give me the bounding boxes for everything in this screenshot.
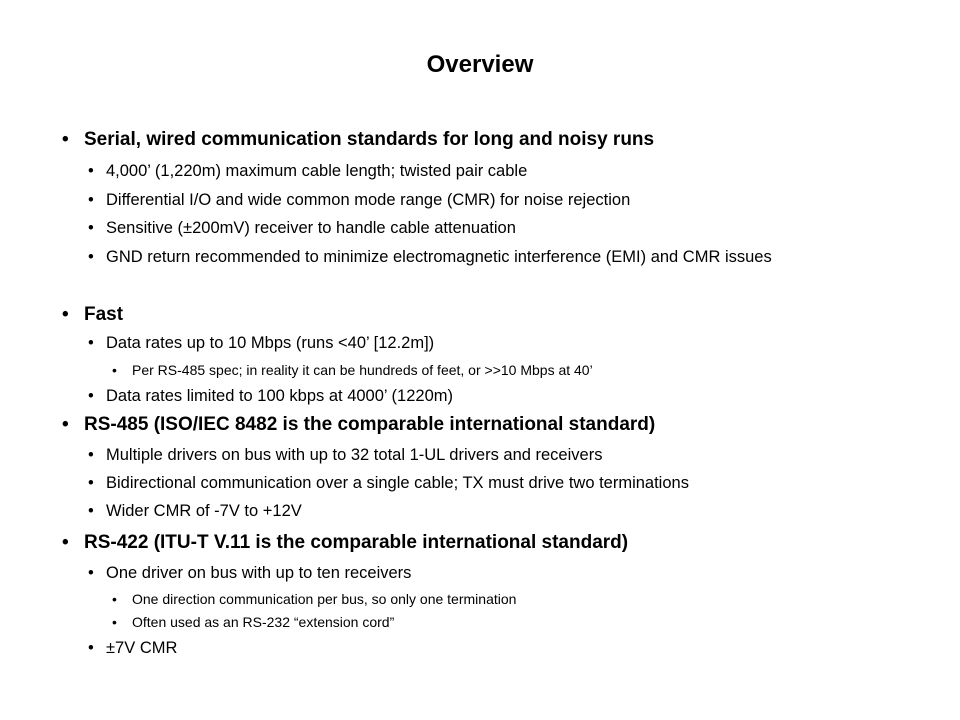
sub-bullet-item (88, 245, 908, 269)
bullet-glyph: • (112, 591, 117, 607)
bullet-glyph: • (88, 387, 94, 405)
bullet-glyph: • (88, 564, 94, 582)
bullet-glyph: • (88, 219, 94, 237)
sub-bullet-item (88, 384, 908, 408)
bullet-glyph: • (62, 304, 69, 325)
sub-sub-bullet-item (112, 360, 902, 380)
bullet-glyph: • (88, 248, 94, 266)
bullet-glyph: • (62, 532, 69, 553)
bullet-item-serial-standards (62, 128, 922, 152)
sub-bullet-item (88, 561, 908, 585)
bullet-text: Often used as an RS-232 “extension cord” (132, 614, 395, 630)
sub-sub-bullet-item (112, 589, 902, 609)
bullet-text: Serial, wired communication standards for long and noisy runs (84, 129, 655, 150)
sub-bullet-item (88, 499, 908, 523)
sub-bullet-item (88, 443, 908, 467)
bullet-text: Sensitive (±200mV) receiver to handle cable attenuation (106, 219, 516, 237)
bullet-text: One direction communication per bus, so only one termination (132, 591, 517, 607)
bullet-text: Differential I/O and wide common mode range (CMR) for noise rejection (106, 191, 631, 209)
bullet-text: GND return recommended to minimize electromagnetic interference (EMI) and CMR issues (106, 248, 772, 266)
bullet-item-rs422 (62, 531, 922, 555)
bullet-text: Per RS-485 spec; in reality it can be hundreds of feet, or >>10 Mbps at 40’ (132, 362, 593, 378)
bullet-text: RS-422 (ITU-T V.11 is the comparable international standard) (84, 532, 629, 553)
bullet-glyph: • (62, 129, 69, 150)
bullet-text: 4,000’ (1,220m) maximum cable length; twisted pair cable (106, 162, 528, 180)
sub-bullet-item (88, 159, 908, 183)
bullet-text: Fast (84, 304, 124, 325)
bullet-glyph: • (88, 334, 94, 352)
bullet-text: Data rates up to 10 Mbps (runs <40’ [12.2m]) (106, 334, 435, 352)
bullet-glyph: • (112, 362, 117, 378)
sub-sub-bullet-item (112, 612, 902, 632)
sub-bullet-item (88, 188, 908, 212)
sub-bullet-item (88, 216, 908, 240)
bullet-text: Multiple drivers on bus with up to 32 total 1-UL drivers and receivers (106, 446, 603, 464)
bullet-glyph: • (88, 502, 94, 520)
bullet-item-fast (62, 303, 922, 327)
bullet-glyph: • (88, 191, 94, 209)
bullet-text: ±7V CMR (106, 639, 178, 657)
bullet-text: Data rates limited to 100 kbps at 4000’ (1220m) (106, 387, 453, 405)
bullet-glyph: • (88, 162, 94, 180)
slide-title: Overview (426, 51, 534, 78)
bullet-text: Wider CMR of -7V to +12V (106, 502, 302, 520)
bullet-glyph: • (88, 474, 94, 492)
bullet-text: RS-485 (ISO/IEC 8482 is the comparable international standard) (84, 414, 656, 435)
bullet-item-rs485 (62, 413, 922, 437)
bullet-glyph: • (88, 639, 94, 657)
bullet-text: One driver on bus with up to ten receivers (106, 564, 412, 582)
bullet-glyph: • (112, 614, 117, 630)
sub-bullet-item (88, 636, 908, 660)
bullet-glyph: • (88, 446, 94, 464)
bullet-glyph: • (62, 414, 69, 435)
sub-bullet-item (88, 331, 908, 355)
sub-bullet-item (88, 471, 908, 495)
bullet-text: Bidirectional communication over a single cable; TX must drive two terminations (106, 474, 689, 492)
